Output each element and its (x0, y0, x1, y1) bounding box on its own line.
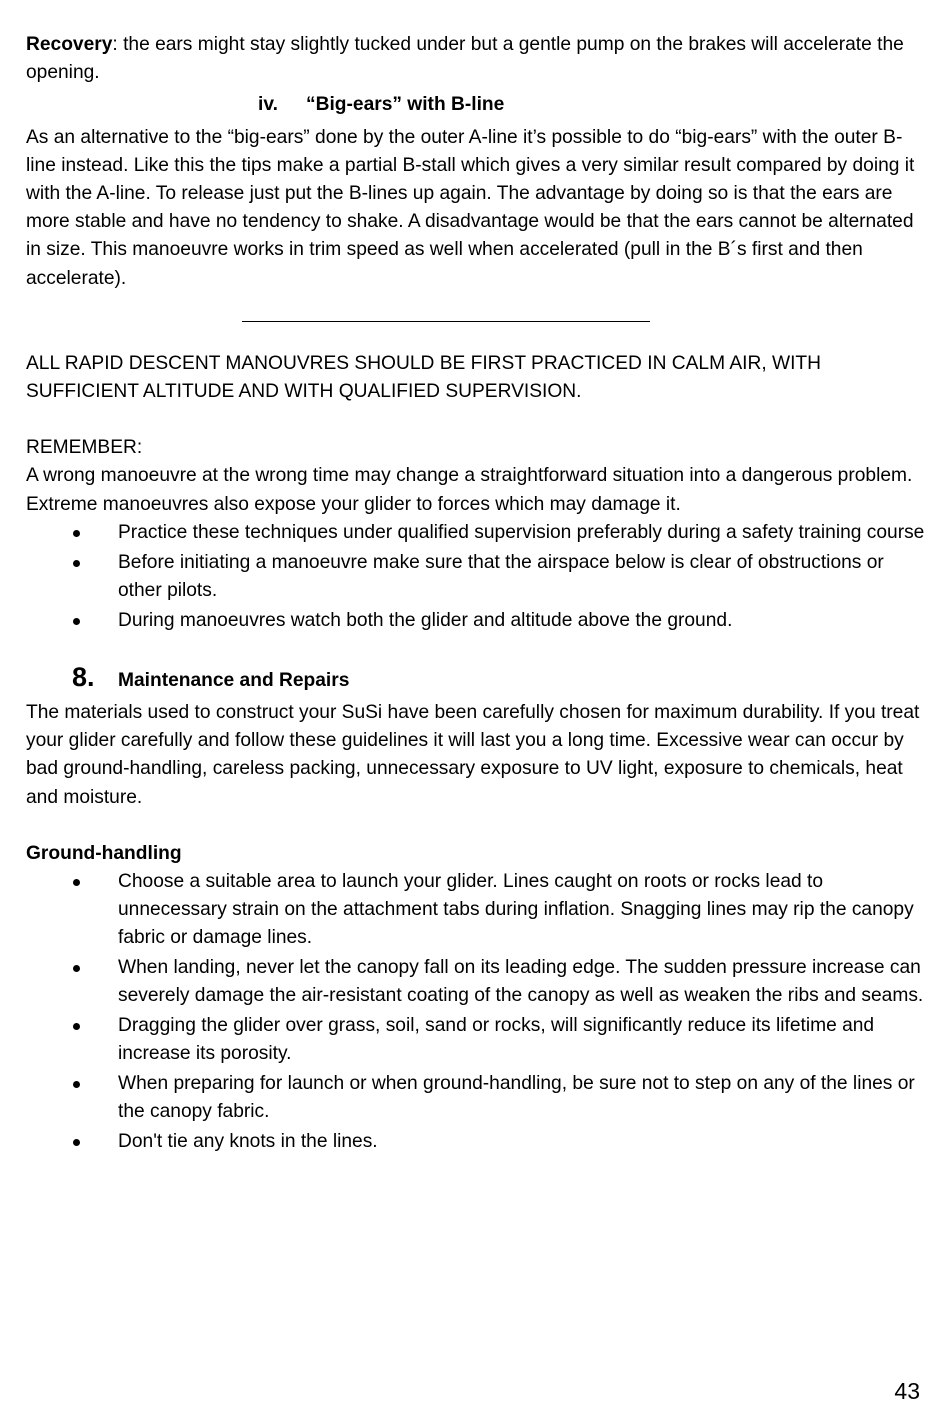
list-item (26, 1128, 926, 1156)
list-item-text: Don't tie any knots in the lines. (118, 1131, 378, 1153)
recovery-label: Recovery (26, 34, 113, 55)
list-item (26, 1012, 926, 1068)
subsection-title: “Big-ears” with B-line (306, 94, 505, 116)
list-item-text: Dragging the glider over grass, soil, sand or rocks, will significantly reduce its lifetime and increase its porosity. (118, 1015, 875, 1065)
section-title: Maintenance and Repairs (118, 669, 350, 691)
bullet-icon (73, 1139, 80, 1146)
bullet-icon (73, 879, 80, 886)
ground-handling-heading: Ground-handling (26, 842, 182, 864)
recovery-paragraph (26, 31, 926, 87)
manual-page (26, 31, 926, 1158)
list-item (26, 868, 926, 953)
recovery-text: : the ears might stay slightly tucked under but a gentle pump on the brakes will accelerate the opening. (26, 34, 904, 84)
section-heading (26, 663, 926, 695)
bullet-icon (73, 965, 80, 972)
spacer (26, 812, 926, 840)
list-item-text: When landing, never let the canopy fall on its leading edge. The sudden pressure increase can severely damage the air-resistant coating of the canopy as well as weaken the ribs and seams. (118, 957, 924, 1007)
page-number: 43 (894, 1378, 920, 1404)
remember-label: REMEMBER: (26, 437, 143, 459)
subsection-heading (258, 91, 926, 119)
list-item-text: Before initiating a manoeuvre make sure that the airspace below is clear of obstructions or other pilots. (118, 551, 884, 601)
section-number: 8. (72, 661, 95, 692)
list-item (26, 607, 926, 635)
maintenance-paragraph: The materials used to construct your SuSi have been carefully chosen for maximum durability. If you treat your glider carefully and follow these guidelines it will last you a long time. Excessive wear can occur by bad ground-handling, careless packing, unnecessary exposure to UV light, exposure to chemicals, heat and moisture. (26, 702, 920, 808)
remember-list (26, 519, 926, 635)
bigears-bline-paragraph: As an alternative to the “big-ears” done by the outer A-line it’s possible to do “big-ears” with the outer B-line instead. Like this the tips make a partial B-stall which gives a very similar result compared by doing it with the A-line. To release just put the B-lines up again. The advantage by doing so is that the ears are more stable and have no tendency to shake. A disadvantage would be that the ears cannot be alternated in size. This manoeuvre works in trim speed as well when accelerated (pull in the B´s first and then accelerate). (26, 126, 915, 289)
bullet-icon (73, 618, 80, 625)
list-item-text: Choose a suitable area to launch your glider. Lines caught on roots or rocks lead to unnecessary strain on the attachment tabs during inflation. Snagging lines may rip the canopy fabric or damage lines. (118, 871, 914, 949)
remember-paragraph: A wrong manoeuvre at the wrong time may change a straightforward situation into a dangerous problem. Extreme manoeuvres also expose your glider to forces which may damage it. (26, 465, 913, 515)
list-item-text: Practice these techniques under qualified supervision preferably during a safety training course (118, 521, 925, 543)
ground-handling-list (26, 868, 926, 1156)
bullet-icon (73, 530, 80, 537)
list-item (26, 549, 926, 605)
list-item-text: During manoeuvres watch both the glider and altitude above the ground. (118, 609, 733, 631)
list-item (26, 1070, 926, 1126)
warning-paragraph: ALL RAPID DESCENT MANOUVRES SHOULD BE FIRST PRACTICED IN CALM AIR, WITH SUFFICIENT ALTITUDE AND WITH QUALIFIED SUPERVISION. (26, 352, 821, 403)
spacer (26, 322, 926, 350)
list-item-text: When preparing for launch or when ground-handling, be sure not to step on any of the lines or the canopy fabric. (118, 1073, 915, 1123)
list-item (26, 954, 926, 1010)
list-item (26, 519, 926, 547)
spacer (26, 406, 926, 434)
bullet-icon (73, 560, 80, 567)
bullet-icon (73, 1023, 80, 1030)
subsection-number: iv. (258, 94, 278, 116)
bullet-icon (73, 1081, 80, 1088)
